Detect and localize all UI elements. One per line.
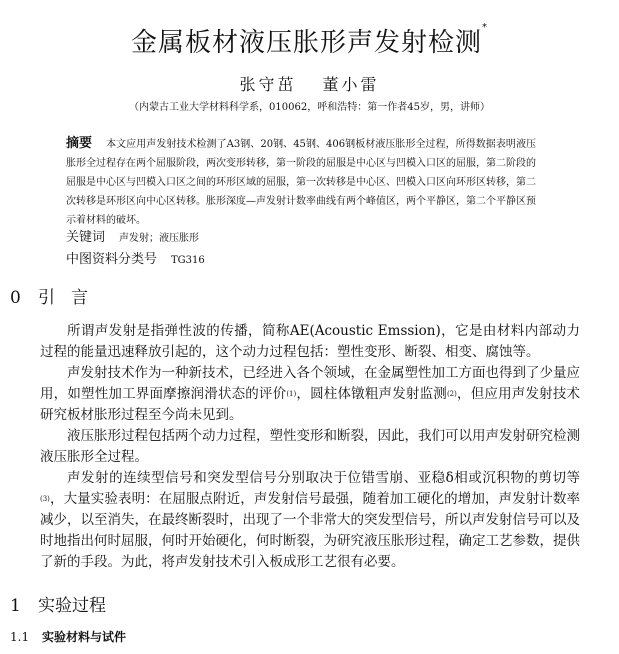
section-heading-experiment <box>10 591 106 616</box>
keywords <box>66 226 199 245</box>
affiliation: （内蒙古工业大学材料科学系，010062，呼和浩特：第一作者45岁，男，讲师） <box>129 102 490 113</box>
abstract-label: 摘要 <box>66 136 93 151</box>
author-name: 张守茁 <box>239 75 297 94</box>
introduction-body <box>40 321 580 573</box>
classification-label: 中图资料分类号 <box>66 252 158 267</box>
classification <box>66 248 205 267</box>
paragraph: 所谓声发射是指弹性波的传播，简称AE(Acoustic Emssion)，它是由材料内部动力过程的能量迅速释放引起的，这个动力过程包括：塑性变形、断裂、相变、腐蚀等。 <box>40 323 580 360</box>
section-title: 实验过程 <box>38 596 106 616</box>
section-title: 引言 <box>38 288 104 308</box>
section-number: 1 <box>10 596 21 616</box>
paragraph: 液压胀形过程包括两个动力过程，塑性变形和断裂，因此，我们可以用声发射研究检测液压胀形全过程。 <box>40 428 580 465</box>
section-heading-introduction <box>10 283 104 308</box>
title-footnote-mark: * <box>482 22 488 33</box>
section-number: 0 <box>10 288 21 308</box>
subsection-title: 实验材料与试件 <box>42 630 127 644</box>
keywords-label: 关键词 <box>66 230 106 245</box>
citation-ref: (3) <box>40 495 50 503</box>
citation-ref: (2) <box>446 390 457 398</box>
paragraph: 声发射技术作为一种新技术，已经进入各个领域，在金属塑性加工方面也得到了少量应用，如塑性加工界面摩擦润滑状态的评价$^{(1)}$，圆柱体镦粗声发射监测$^{(2)}$，但应用声发射技术研究板材胀形过程至今尚未见到。 <box>40 365 581 423</box>
keywords-text: 声发射；液压胀形 <box>119 233 200 244</box>
author-line <box>0 72 619 95</box>
subsection-heading <box>10 628 126 645</box>
abstract-text: 本文应用声发射技术检测了A3钢、20钢、45钢、406钢板材液压胀形全过程，所得数据表明液压胀形全过程存在两个屈服阶段，两次变形转移，第一阶段的屈服是中心区与凹模入口区的屈服，第二阶段的屈服是中心区与凹模入口区之间的环形区域的屈服，第一次转移是中心区、凹模入口区向环形区转移，第二次转移是环形区向中心区转移。胀形深度—声发射计数率曲线有两个峰值区，两个平静区，第二个平静区预示着材料的破坏。 <box>66 139 536 226</box>
paragraph: 声发射的连续型信号和突发型信号分别取决于位错雪崩、亚稳δ相或沉积物的剪切等$^{(3)}$，大量实验表明：在屈服点附近，声发射信号最强，随着加工硬化的增加，声发射计数率减少，以至消失，在最终断裂时，出现了一个非常大的突发型信号，所以声发射信号可以及时地指出何时屈服，何时开始硬化，何时断裂，为研究液压胀形过程，确定工艺参数，提供了新的手段。为此，将声发射技术引入板成形工艺很有必要。 <box>40 470 580 570</box>
classification-code: TG316 <box>171 255 205 266</box>
author-name: 董小雷 <box>322 75 380 94</box>
citation-ref: (1) <box>286 390 297 398</box>
paper-title: 金属板材液压胀形声发射检测* <box>130 22 488 58</box>
abstract <box>66 134 536 230</box>
subsection-number: 1.1 <box>10 630 30 644</box>
